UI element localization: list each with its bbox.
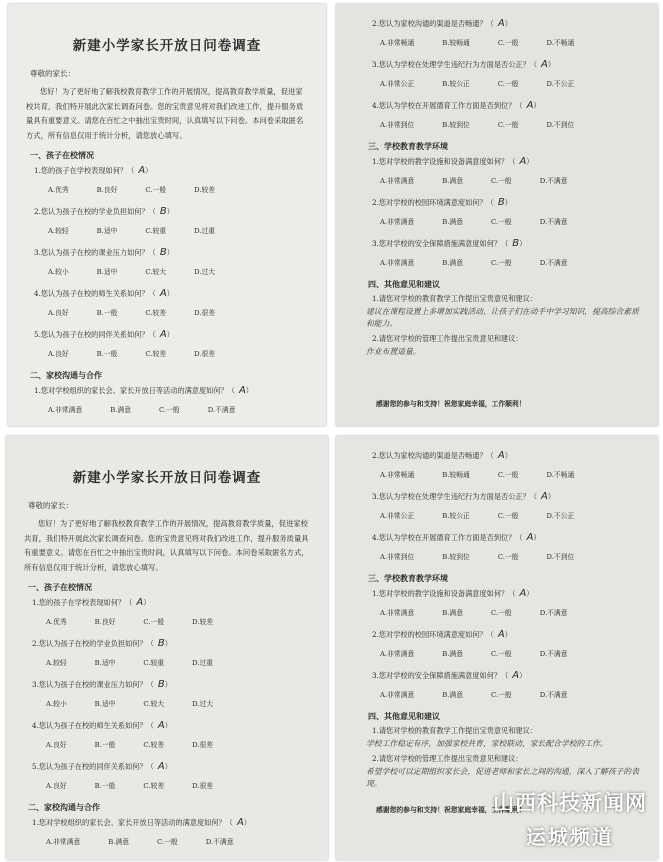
option: C.较差 bbox=[143, 782, 165, 790]
option: A.非常畅通 bbox=[380, 39, 415, 47]
option-row bbox=[48, 266, 326, 276]
option: C.一般 bbox=[159, 406, 180, 414]
handwritten-answer: A bbox=[541, 59, 548, 70]
section-heading: 四、其他意见和建议 bbox=[368, 279, 440, 289]
handwritten-answer: A bbox=[157, 761, 165, 772]
handwritten-answer: B bbox=[512, 238, 520, 249]
section-heading: 一、孩子在校情况 bbox=[28, 582, 92, 592]
question-text: 4.您认为孩子在校的师生关系如何？ bbox=[34, 289, 149, 298]
question-text: 1.您对学校组织的家长会、家长开放日等活动的满意度如何？ bbox=[34, 386, 228, 395]
question-text: 2.您认为孩子在校的学业负担如何？ bbox=[34, 207, 149, 216]
option: D.不公正 bbox=[546, 512, 575, 520]
option: A.非常满意 bbox=[380, 218, 415, 226]
question: 5.您认为孩子在校的同伴关系如何？（ A） bbox=[32, 761, 172, 772]
handwritten-answer: B bbox=[159, 247, 167, 258]
watermark-logo bbox=[493, 787, 647, 850]
question: 1.您对学校组织的家长会、家长开放日等活动的满意度如何？（ A） bbox=[32, 817, 251, 828]
question-text: 1.您对学校的教学设施和设备满意度如何？ bbox=[372, 589, 509, 598]
handwritten-suggestion: 学校工作稳定有序，加强家校共育，家校联动，家长配合学校的工作。 bbox=[366, 739, 608, 748]
option: A.非常公正 bbox=[380, 512, 415, 520]
option: A.非常满意 bbox=[46, 838, 81, 846]
option: A.较轻 bbox=[48, 227, 69, 235]
option: D.很差 bbox=[194, 309, 216, 317]
option: A.非常满意 bbox=[380, 609, 415, 617]
option-row bbox=[46, 698, 328, 708]
option: D.不到位 bbox=[546, 121, 575, 129]
option-row bbox=[48, 404, 326, 414]
question: 4.您认为孩子在校的师生关系如何？（ A） bbox=[32, 720, 172, 731]
question: 1.您的孩子在学校表现如何？（ A） bbox=[32, 597, 151, 608]
option: C.较差 bbox=[145, 309, 167, 317]
question-text: 2.请您对学校的管理工作提出宝贵意见和建议： bbox=[372, 754, 523, 763]
option-row bbox=[46, 616, 328, 626]
option: D.不满意 bbox=[539, 650, 568, 658]
option: A.非常满意 bbox=[380, 650, 415, 658]
option: A.较轻 bbox=[46, 659, 67, 667]
option: B.较到位 bbox=[442, 553, 470, 561]
option: C.一般 bbox=[497, 121, 519, 129]
question-text: 4.您认为孩子在校的师生关系如何？ bbox=[32, 721, 147, 730]
option: B.较畅通 bbox=[442, 471, 470, 479]
option: C.一般 bbox=[491, 259, 512, 267]
option-row bbox=[46, 657, 328, 667]
option: A.非常到位 bbox=[380, 121, 415, 129]
option: B.一般 bbox=[94, 741, 116, 749]
watermark-line-1: 山西科技新闻网 bbox=[493, 791, 647, 815]
handwritten-answer: A bbox=[526, 532, 534, 543]
option: A.非常畅通 bbox=[380, 471, 415, 479]
option: B.适中 bbox=[94, 700, 116, 708]
form-title: 新建小学家长开放日问卷调查 bbox=[72, 470, 262, 486]
intro-paragraph: 您好！为了更好地了解我校教育教学工作的开展情况，提高教育教学质量，促进家校共育，我们特开展此次家长调查问卷。您的宝贵意见将对我们改进工作，提升服务质量具有重要意义。请您在百忙之中抽出宝贵时间，认真填写以下问卷。本问卷采取匿名方式，所有信息仅用于统计分析，请您放心填写。 bbox=[24, 519, 309, 572]
handwritten-answer: A bbox=[136, 597, 144, 608]
option: B.满意 bbox=[108, 838, 130, 846]
option: B.满意 bbox=[442, 218, 464, 226]
option: A.非常满意 bbox=[380, 691, 415, 699]
question: 3.您认为孩子在校的课业压力如何？（ B） bbox=[34, 247, 174, 258]
question-text: 2.您认为家校沟通的渠道是否畅通？ bbox=[372, 19, 487, 28]
option: C.一般 bbox=[497, 553, 519, 561]
option: D.过重 bbox=[192, 659, 214, 667]
option: B.满意 bbox=[442, 650, 464, 658]
option-row bbox=[46, 739, 328, 749]
option: B.较畅通 bbox=[442, 39, 470, 47]
option-row bbox=[380, 510, 658, 520]
option: B.良好 bbox=[96, 186, 118, 194]
question-text: 1.请您对学校的教育教学工作提出宝贵意见和建议： bbox=[372, 726, 537, 735]
option: D.不满意 bbox=[207, 406, 236, 414]
question-text: 3.您认为孩子在校的课业压力如何？ bbox=[34, 248, 149, 257]
option: C.较重 bbox=[145, 227, 167, 235]
option: B.良好 bbox=[94, 618, 116, 626]
question-text: 3.您认为学校在处理学生违纪行为方面是否公正？ bbox=[372, 492, 530, 501]
option: A.非常满意 bbox=[48, 406, 83, 414]
intro-paragraph: 您好！为了更好地了解我校教育教学工作的开展情况，提高教育教学质量，促进家校共育，我们特开展此次家长调查问卷。您的宝贵意见将对我们改进工作，提升服务质量具有重要意义。请您在百忙之中抽出宝贵时间，认真填写以下问卷。本问卷采取匿名方式，所有信息仅用于统计分析，请您放心填写。 bbox=[26, 87, 304, 140]
section-heading: 四、其他意见和建议 bbox=[368, 711, 440, 721]
option: A.良好 bbox=[48, 309, 69, 317]
option: C.一般 bbox=[143, 618, 165, 626]
option: D.很差 bbox=[192, 782, 214, 790]
option-row bbox=[48, 307, 326, 317]
question: 1.您对学校的教学设施和设备满意度如何？（ A） bbox=[372, 588, 534, 599]
question: 2.您对学校的校园环境满意度如何？（ B） bbox=[372, 197, 512, 208]
option-row bbox=[48, 225, 326, 235]
survey-sheet-1-page-1 bbox=[8, 4, 326, 426]
question: 2.您认为孩子在校的学业负担如何？（ B） bbox=[34, 206, 174, 217]
option: C.一般 bbox=[497, 471, 519, 479]
option: D.不到位 bbox=[546, 553, 575, 561]
option: C.一般 bbox=[491, 609, 512, 617]
question-text: 3.您对学校的安全保障措施满意度如何？ bbox=[372, 239, 502, 248]
option: B.满意 bbox=[442, 609, 464, 617]
question: 1.您对学校的教学设施和设备满意度如何？（ A） bbox=[372, 156, 534, 167]
option: B.较公正 bbox=[442, 80, 470, 88]
option: B.较公正 bbox=[442, 512, 470, 520]
option: A.良好 bbox=[46, 741, 67, 749]
option: D.较差 bbox=[192, 618, 214, 626]
option-row bbox=[380, 607, 658, 617]
option: D.不畅通 bbox=[546, 471, 575, 479]
option: B.一般 bbox=[96, 350, 118, 358]
option: B.适中 bbox=[96, 268, 118, 276]
question: 3.您对学校的安全保障措施满意度如何？（ B） bbox=[372, 238, 527, 249]
option: A.非常满意 bbox=[380, 259, 415, 267]
handwritten-answer: A bbox=[159, 288, 167, 299]
option: A.优秀 bbox=[48, 186, 69, 194]
option: A.良好 bbox=[46, 782, 67, 790]
question: 3.您认为学校在处理学生违纪行为方面是否公正？（ A） bbox=[372, 491, 556, 502]
question: 3.您认为孩子在校的课业压力如何？（ B） bbox=[32, 679, 172, 690]
salutation: 尊敬的家长： bbox=[30, 69, 75, 78]
option: B.一般 bbox=[96, 309, 118, 317]
option-row bbox=[380, 119, 658, 129]
question-text: 1.请您对学校的教育教学工作提出宝贵意见和建议： bbox=[372, 294, 537, 303]
handwritten-answer: B bbox=[157, 679, 165, 690]
option-row bbox=[380, 257, 658, 267]
handwritten-answer: A bbox=[526, 100, 534, 111]
option: D.不满意 bbox=[539, 691, 568, 699]
option: C.较重 bbox=[143, 659, 165, 667]
footer-thanks: 感谢您的参与和支持！祝您家庭幸福，工作顺利！ bbox=[376, 806, 526, 814]
handwritten-answer: B bbox=[157, 638, 165, 649]
option: C.较大 bbox=[145, 268, 167, 276]
handwritten-answer: A bbox=[238, 385, 246, 396]
option: C.一般 bbox=[491, 177, 512, 185]
option-row bbox=[46, 836, 328, 846]
option-row bbox=[48, 348, 326, 358]
question: 4.您认为孩子在校的师生关系如何？（ A） bbox=[34, 288, 174, 299]
handwritten-answer: A bbox=[541, 491, 548, 502]
question-text: 5.您认为孩子在校的同伴关系如何？ bbox=[34, 330, 149, 339]
option: B.满意 bbox=[442, 177, 464, 185]
question-text: 4.您认为学校在开展德育工作方面是否到位？ bbox=[372, 533, 516, 542]
question-text: 3.您对学校的安全保障措施满意度如何？ bbox=[372, 671, 502, 680]
option-row bbox=[380, 78, 658, 88]
watermark-line-2: 运城频道 bbox=[526, 825, 614, 849]
form-title: 新建小学家长开放日问卷调查 bbox=[72, 38, 262, 54]
question: 3.您对学校的安全保障措施满意度如何？（ A） bbox=[372, 670, 527, 681]
option: C.一般 bbox=[157, 838, 178, 846]
question-text: 2.您对学校的校园环境满意度如何？ bbox=[372, 630, 487, 639]
option: C.一般 bbox=[491, 218, 512, 226]
option-row bbox=[380, 689, 658, 699]
question-text: 3.您认为学校在处理学生违纪行为方面是否公正？ bbox=[372, 60, 530, 69]
question-text: 2.您认为孩子在校的学业负担如何？ bbox=[32, 639, 147, 648]
question-text: 3.您认为孩子在校的课业压力如何？ bbox=[32, 680, 147, 689]
handwritten-answer: A bbox=[236, 817, 244, 828]
option: B.较到位 bbox=[442, 121, 470, 129]
handwritten-answer: B bbox=[159, 206, 167, 217]
option: D.不满意 bbox=[539, 218, 568, 226]
handwritten-answer: A bbox=[159, 329, 167, 340]
option: C.较差 bbox=[145, 350, 167, 358]
option: C.一般 bbox=[497, 39, 519, 47]
option: B.一般 bbox=[94, 782, 116, 790]
option: C.较大 bbox=[143, 700, 165, 708]
option: C.一般 bbox=[497, 512, 519, 520]
question-text: 1.您对学校组织的家长会、家长开放日等活动的满意度如何？ bbox=[32, 818, 226, 827]
option: D.过重 bbox=[194, 227, 216, 235]
question-text: 2.您对学校的校园环境满意度如何？ bbox=[372, 198, 487, 207]
handwritten-suggestion: 作业布置适量。 bbox=[366, 347, 421, 356]
salutation: 尊敬的家长： bbox=[28, 501, 73, 510]
option-row bbox=[48, 184, 326, 194]
option: B.满意 bbox=[442, 259, 464, 267]
handwritten-answer: A bbox=[519, 156, 527, 167]
option-row bbox=[380, 216, 658, 226]
option-row bbox=[380, 648, 658, 658]
option: B.适中 bbox=[96, 227, 118, 235]
question-text: 1.您的孩子在学校表现如何？ bbox=[32, 598, 126, 607]
question: 2.您对学校的校园环境满意度如何？（ A） bbox=[372, 629, 512, 640]
question-text: 1.您的孩子在学校表现如何？ bbox=[34, 166, 128, 175]
option: D.不畅通 bbox=[546, 39, 575, 47]
option: C.一般 bbox=[491, 691, 512, 699]
section-heading: 二、家校沟通与合作 bbox=[28, 802, 100, 812]
handwritten-answer: A bbox=[519, 588, 527, 599]
handwritten-suggestion: 建议在课程设置上多增加实践活动，让孩子们在动手中学习知识，提高综合素质和能力。 bbox=[366, 307, 639, 328]
option: A.优秀 bbox=[46, 618, 67, 626]
section-heading: 二、家校沟通与合作 bbox=[30, 370, 102, 380]
option: A.非常满意 bbox=[380, 177, 415, 185]
option: D.很差 bbox=[194, 350, 216, 358]
option: B.适中 bbox=[94, 659, 116, 667]
handwritten-answer: B bbox=[497, 197, 505, 208]
option: A.非常公正 bbox=[380, 80, 415, 88]
question-text: 4.您认为学校在开展德育工作方面是否到位？ bbox=[372, 101, 516, 110]
survey-sheet-1-page-2 bbox=[336, 4, 658, 426]
option: D.较差 bbox=[194, 186, 216, 194]
option-row bbox=[380, 37, 658, 47]
question: 4.您认为学校在开展德育工作方面是否到位？（ A） bbox=[372, 532, 541, 543]
section-heading: 三、学校教育教学环境 bbox=[368, 141, 448, 151]
question: 2.您认为孩子在校的学业负担如何？（ B） bbox=[32, 638, 172, 649]
handwritten-answer: A bbox=[497, 450, 505, 461]
handwritten-answer: A bbox=[497, 629, 505, 640]
option: D.不满意 bbox=[539, 609, 568, 617]
question: 3.您认为学校在处理学生违纪行为方面是否公正？（ A） bbox=[372, 59, 556, 70]
option-row bbox=[380, 175, 658, 185]
handwritten-answer: A bbox=[138, 165, 146, 176]
option: C.一般 bbox=[491, 650, 512, 658]
option: D.过大 bbox=[194, 268, 216, 276]
option: D.过大 bbox=[192, 700, 214, 708]
question: 1.您的孩子在学校表现如何？（ A） bbox=[34, 165, 153, 176]
option: C.一般 bbox=[145, 186, 167, 194]
option: A.较小 bbox=[48, 268, 69, 276]
question: 4.您认为学校在开展德育工作方面是否到位？（ A） bbox=[372, 100, 541, 111]
option: A.较小 bbox=[46, 700, 67, 708]
question-text: 1.您对学校的教学设施和设备满意度如何？ bbox=[372, 157, 509, 166]
section-heading: 一、孩子在校情况 bbox=[30, 150, 94, 160]
question: 1.您对学校组织的家长会、家长开放日等活动的满意度如何？（ A） bbox=[34, 385, 253, 396]
option: A.非常到位 bbox=[380, 553, 415, 561]
handwritten-answer: A bbox=[497, 18, 505, 29]
question: 2.您认为家校沟通的渠道是否畅通？（ A） bbox=[372, 450, 512, 461]
survey-sheet-2-page-1 bbox=[6, 436, 328, 860]
option: D.很差 bbox=[192, 741, 214, 749]
question-text: 5.您认为孩子在校的同伴关系如何？ bbox=[32, 762, 147, 771]
handwritten-answer: A bbox=[512, 670, 520, 681]
option: D.不满意 bbox=[539, 177, 568, 185]
question-text: 2.您认为家校沟通的渠道是否畅通？ bbox=[372, 451, 487, 460]
option: B.满意 bbox=[110, 406, 132, 414]
option: B.满意 bbox=[442, 691, 464, 699]
option: D.不满意 bbox=[539, 259, 568, 267]
option-row bbox=[46, 780, 328, 790]
handwritten-answer: A bbox=[157, 720, 165, 731]
option: A.良好 bbox=[48, 350, 69, 358]
option: D.不满意 bbox=[205, 838, 234, 846]
option: C.较差 bbox=[143, 741, 165, 749]
option-row bbox=[380, 551, 658, 561]
question: 2.您认为家校沟通的渠道是否畅通？（ A） bbox=[372, 18, 512, 29]
section-heading: 三、学校教育教学环境 bbox=[368, 573, 448, 583]
footer-thanks: 感谢您的参与和支持！祝您家庭幸福，工作顺利！ bbox=[376, 400, 526, 408]
question-text: 2.请您对学校的管理工作提出宝贵意见和建议： bbox=[372, 334, 523, 343]
question: 5.您认为孩子在校的同伴关系如何？（ A） bbox=[34, 329, 174, 340]
handwritten-suggestion: 希望学校可以定期组织家长会，促进老师和家长之间的沟通，深入了解孩子的表现。 bbox=[366, 767, 639, 788]
option: D.不公正 bbox=[546, 80, 575, 88]
option-row bbox=[380, 469, 658, 479]
option: C.一般 bbox=[497, 80, 519, 88]
